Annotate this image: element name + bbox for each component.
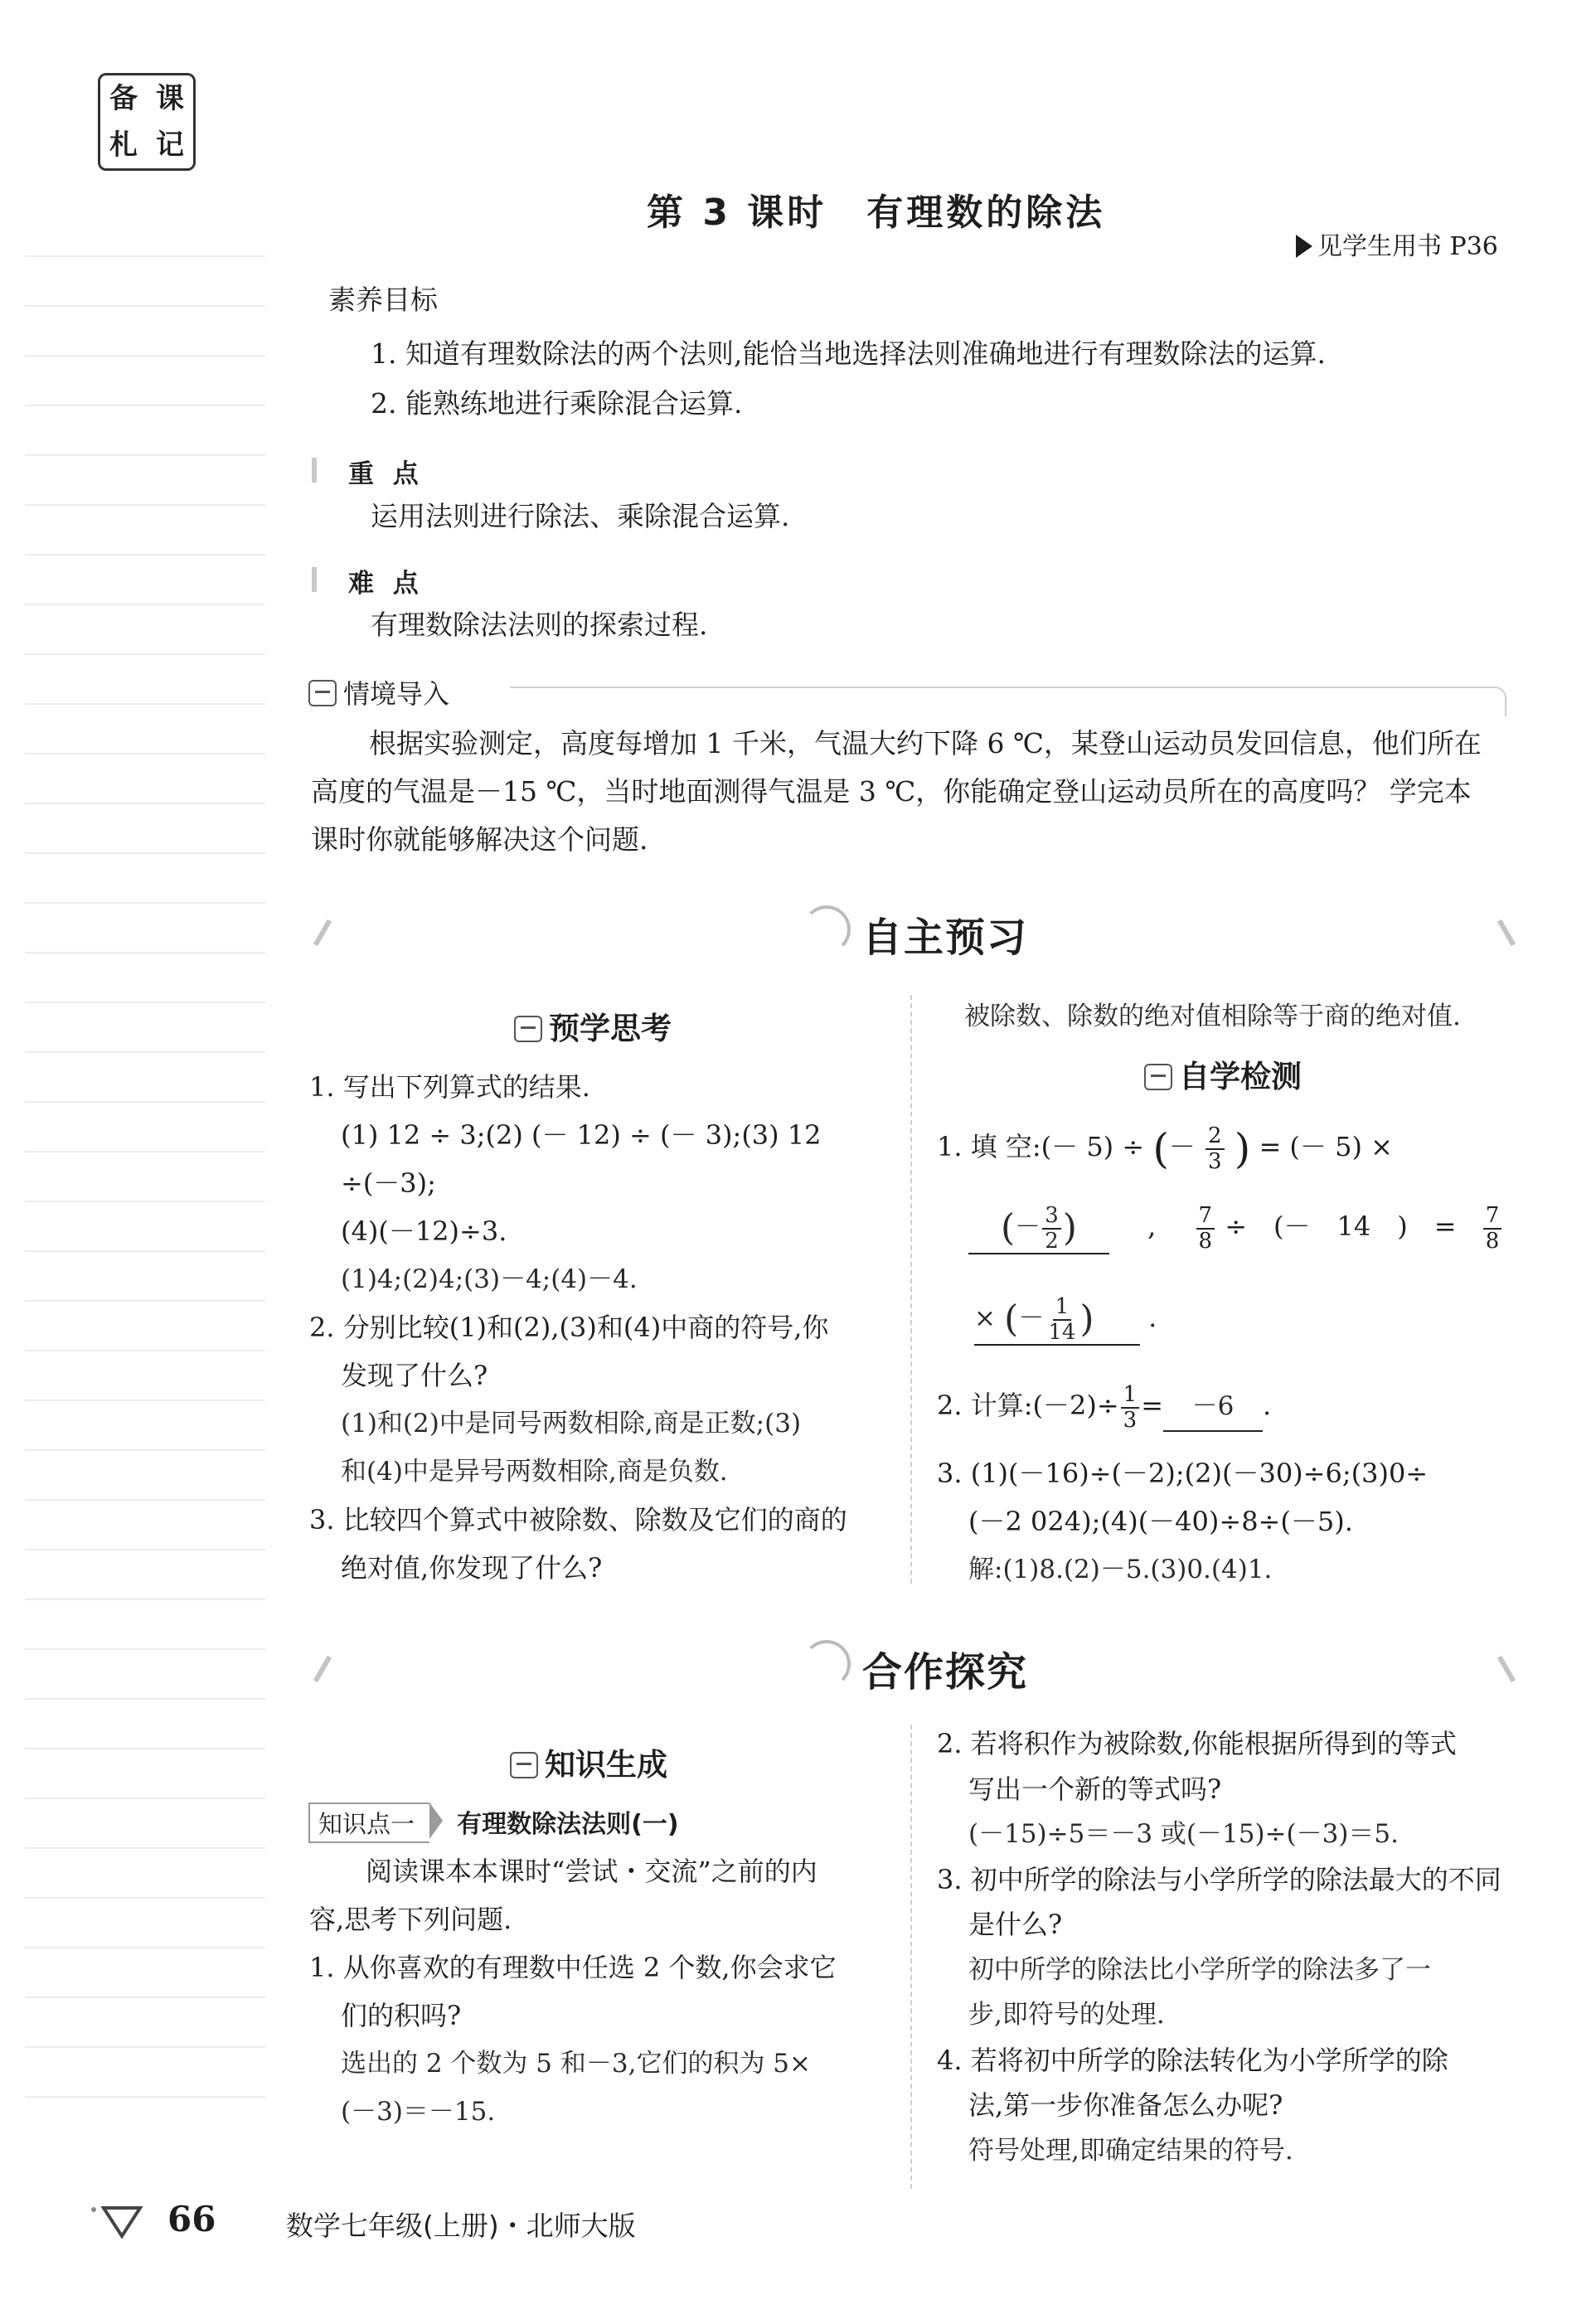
numerator: 7 [1196,1204,1215,1230]
difficulty-heading: 难 点 [348,569,424,599]
preview-thinking-title [514,1003,672,1048]
question-text: (4)(－12)÷3. [341,1215,507,1247]
fraction [1121,1383,1140,1432]
knowledge-point-tag: 知识点一 [308,1802,429,1843]
period: . [1148,1302,1157,1333]
numerator: 7 [1483,1204,1502,1230]
stamp-char: 札 [109,129,138,162]
question-text: 1. 写出下列算式的结果. [309,1071,590,1103]
footer-decoration-icon [87,2201,145,2243]
stamp-char: 课 [156,82,184,115]
question-text: (－2 024);(4)(－40)÷8÷(－5). [968,1506,1353,1537]
fraction [1196,1204,1215,1253]
reference-text: 见学生用书 P36 [1317,232,1498,261]
denominator: 8 [1198,1228,1213,1254]
goal-item: 1. 知道有理数除法的两个法则,能恰当地选择法则准确地进行有理数除法的运算. [371,337,1326,370]
answer-text: 符号处理,即确定结果的符号. [968,2135,1293,2166]
question-text: 法,第一步你准备怎么办呢? [968,2089,1283,2121]
answer-text: 被除数、除数的绝对值相除等于商的绝对值. [964,1002,1461,1031]
scene-line: 根据实验测定，高度每增加 1 千米，气温大约下降 6 ℃，某登山运动员发回信息，他们所在 [369,727,1482,759]
notes-stamp [98,73,196,171]
denominator: 3 [1123,1407,1138,1433]
section-swirl-icon [803,905,851,953]
answer-blank [974,1293,1140,1346]
column-divider [910,1725,912,2189]
scene-line: 高度的气温是－15 ℃，当时地面测得气温是 3 ℃，你能确定登山运动员所在的高度吗？ 学完本 [311,775,1472,808]
fraction [1483,1204,1502,1253]
stamp-char: 备 [109,82,138,115]
knowledge-questions [309,1847,898,2136]
scene-heading-text: 情境导入 [343,678,450,710]
scene-divider [510,687,1506,716]
play-arrow-icon [1296,235,1312,258]
paren: ( [1152,1124,1169,1173]
intro-text: 容,思考下列问题. [309,1904,512,1935]
knowledge-title-text: 知识生成 [545,1747,667,1783]
answer-blank [968,1202,1109,1254]
book-icon [514,1016,542,1042]
section-slash-decoration [1497,919,1516,946]
question-text: 2. 若将积作为被除数,你能根据所得到的等式 [937,1728,1457,1759]
lesson-title: 第 3 课时 有理数的除法 [647,192,1106,234]
answer-text: 初中所学的除法比小学所学的除法多了一 [968,1954,1431,1985]
answer-text: (－15)÷5＝－3 或(－15)÷(－3)＝5. [968,1819,1400,1849]
answer-text: 和(4)中是异号两数相除,商是负数. [341,1457,728,1487]
denominator: 8 [1485,1228,1500,1254]
self-check-title-text: 自学检测 [1179,1059,1302,1094]
self-check-title [1144,1051,1302,1096]
notes-margin-lines [25,207,265,2114]
answer-text: (1)4;(2)4;(3)－4;(4)－4. [341,1264,638,1294]
numerator: 3 [1042,1204,1061,1230]
question-text: 3. (1)(－16)÷(－2);(2)(－30)÷6;(3)0÷ [937,1458,1429,1489]
knowledge-point-header [308,1802,679,1843]
numerator: 2 [1205,1124,1225,1150]
heading-bar [312,458,317,483]
student-book-reference [1296,226,1498,262]
section-slash-decoration [313,919,332,946]
answer-text: 选出的 2 个数为 5 和－3,它们的积为 5× [341,2049,811,2079]
paren: ) [1079,1298,1094,1341]
answer-text: 解:(1)8.(2)－5.(3)0.(4)1. [968,1555,1273,1584]
book-title: 数学七年级(上册)・北师大版 [286,2210,636,2242]
scene-icon [308,680,337,706]
paren: ) [1062,1206,1077,1249]
checklist-icon [1144,1064,1172,1090]
answer-text: 步,即符号的处理. [968,2000,1165,2030]
column-divider [910,995,912,1584]
goals-heading: 素养目标 [328,284,438,316]
question-text: 发现了什么? [341,1360,488,1391]
knowledge-point-title: 有理数除法法则(一) [457,1810,679,1839]
q1-mid2: ÷ (－ 14 ) = [1225,1211,1457,1242]
minus: － [1018,1303,1045,1333]
question-text: 1. 从你喜欢的有理数中任选 2 个数,你会求它 [309,1952,837,1983]
intro-text: 阅读课本本课时“尝试・交流”之前的内 [366,1856,817,1887]
answer-blank: －6 [1163,1382,1263,1432]
fill-blank-q1-line2 [968,1202,1532,1254]
section-slash-decoration [313,1656,332,1682]
comma: , [1147,1211,1157,1242]
fraction [1205,1124,1225,1173]
question-text: 是什么? [968,1909,1063,1940]
key-point-heading: 重 点 [348,459,424,489]
key-point-text: 运用法则进行除法、乘除混合运算. [371,500,790,532]
section-swirl-icon [803,1640,851,1688]
q1-prefix: 1. 填 空:(－ 5) ÷ [937,1131,1145,1162]
times-sign: × [974,1303,996,1333]
section-title-preview: 自主预习 [862,915,1029,961]
question-text: 写出一个新的等式吗? [968,1773,1222,1805]
section-title-cooperative: 合作探究 [862,1649,1029,1696]
paren: ( [1004,1298,1019,1341]
q1-mid: = (－ 5) × [1259,1131,1393,1162]
scene-heading [308,673,449,711]
period: . [1263,1390,1272,1421]
question-text: 4. 若将初中所学的除法转化为小学所学的除 [937,2044,1448,2076]
fill-blank-q1-line3 [974,1293,1157,1346]
cooperative-questions [937,1721,1526,2173]
question-text: 们的积吗? [341,2000,462,2031]
section-slash-decoration [1497,1656,1516,1682]
question-text: (1) 12 ÷ 3;(2) (－ 12) ÷ (－ 3);(3) 12 [341,1119,822,1151]
question-text: 3. 比较四个算式中被除数、除数及它们的商的 [309,1504,847,1536]
denominator: 2 [1045,1228,1059,1254]
numerator: 1 [1121,1383,1140,1409]
answer-text: (－3)＝－15. [341,2097,496,2127]
q2-prefix: 2. 计算:(－2)÷ [937,1390,1119,1421]
page-number: 66 [167,2199,216,2239]
question-text: 3. 初中所学的除法与小学所学的除法最大的不同 [937,1863,1501,1895]
denominator: 3 [1208,1148,1222,1174]
fraction [1045,1295,1078,1344]
scene-line: 课时你就能够解决这个问题. [311,823,648,856]
scene-paragraph [311,720,1521,864]
heading-bar [312,567,317,592]
fraction [1042,1204,1061,1253]
paren: ( [1001,1206,1016,1249]
minus: － [1015,1212,1041,1242]
question-text: ÷(－3); [341,1167,436,1199]
book-icon [510,1752,538,1778]
calc-q2 [937,1381,1271,1432]
fill-blank-q1: 1. 填 空:(－ 5) ÷ (－ $\frac{2}{3}$ ) = (－ 5) × [937,1123,1393,1174]
denominator: 14 [1048,1319,1076,1345]
preview-questions [309,1063,898,1592]
answer-text: (1)和(2)中是同号两数相除,商是正数;(3) [341,1409,802,1439]
preview-thinking-title-text: 预学思考 [549,1011,672,1046]
calc-q3 [937,1449,1526,1594]
stamp-char: 记 [156,129,184,162]
paren: ) [1234,1124,1251,1173]
question-text: 绝对值,你发现了什么? [341,1552,603,1584]
numerator: 1 [1053,1295,1072,1321]
goal-item: 2. 能熟练地进行乘除混合运算. [371,387,743,420]
equals: = [1141,1390,1163,1421]
difficulty-text: 有理数除法法则的探索过程. [371,609,708,641]
knowledge-title [510,1739,667,1784]
question-text: 2. 分别比较(1)和(2),(3)和(4)中商的符号,你 [309,1312,829,1343]
